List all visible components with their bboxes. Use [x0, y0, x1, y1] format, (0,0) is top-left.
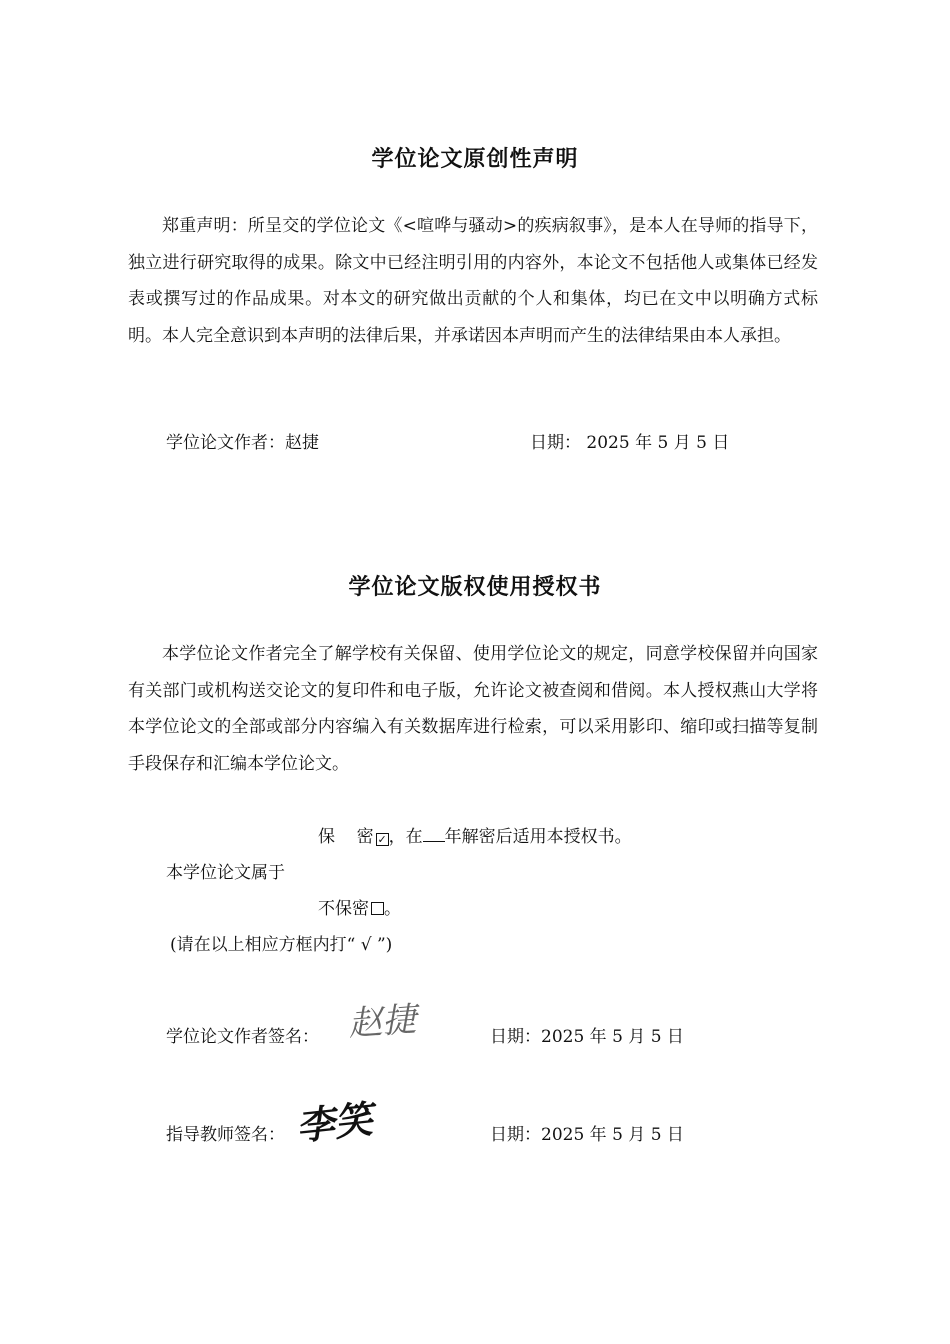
originality-title: 学位论文原创性声明 — [371, 147, 579, 172]
advisor-date: 日期：2025 年 5 月 5 日 — [490, 1125, 684, 1145]
not-secret-checkbox[interactable] — [371, 902, 384, 915]
originality-date: 日期： 2025 年 5 月 5 日 — [530, 433, 730, 453]
advisor-sign-label: 指导教师签名： — [166, 1125, 285, 1145]
not-secret-end: 。 — [384, 899, 401, 919]
copyright-paragraph: 本学位论文作者完全了解学校有关保留、使用学位论文的规定，同意学校保留并向国家有关部门或机构送交论文的复印件和电子版，允许论文被查阅和借阅。本人授权燕山大学将本学位论文的全部或部分内容编入有关数据库进行检索，可以采用影印、缩印或扫描等复制手段保存和汇编本学位论文。 — [128, 644, 818, 774]
advisor-signature: 李笑 — [294, 1096, 375, 1149]
belongs-label: 本学位论文属于 — [166, 863, 285, 883]
originality-author: 学位论文作者：赵捷 — [166, 433, 319, 453]
not-secret-option — [318, 894, 401, 919]
not-secret-label: 不保密 — [318, 899, 369, 919]
secret-label: 保 密 — [318, 827, 374, 847]
author-sign-label: 学位论文作者签名： — [166, 1027, 319, 1047]
secret-suffix-b: 年解密后适用本授权书。 — [444, 827, 632, 847]
years-blank — [423, 827, 445, 842]
secret-suffix-a: ，在 — [388, 827, 423, 847]
author-signature: 赵捷 — [346, 999, 418, 1045]
copyright-title: 学位论文版权使用授权书 — [348, 575, 602, 600]
author-date: 日期：2025 年 5 月 5 日 — [490, 1027, 684, 1047]
originality-paragraph: 郑重声明：所呈交的学位论文《<喧哗与骚动>的疾病叙事》，是本人在导师的指导下，独立进行研究取得的成果。除文中已经注明引用的内容外，本论文不包括他人或集体已经发表或撰写过的作品成果。对本文的研究做出贡献的个人和集体，均已在文中以明确方式标明。本人完全意识到本声明的法律后果，并承诺因本声明而产生的法律结果由本人承担。 — [128, 216, 818, 346]
secret-option — [318, 822, 632, 847]
secret-checkbox[interactable]: ✓ — [377, 833, 387, 846]
check-instruction: (请在以上相应方框内打“ √ ”) — [170, 935, 393, 955]
